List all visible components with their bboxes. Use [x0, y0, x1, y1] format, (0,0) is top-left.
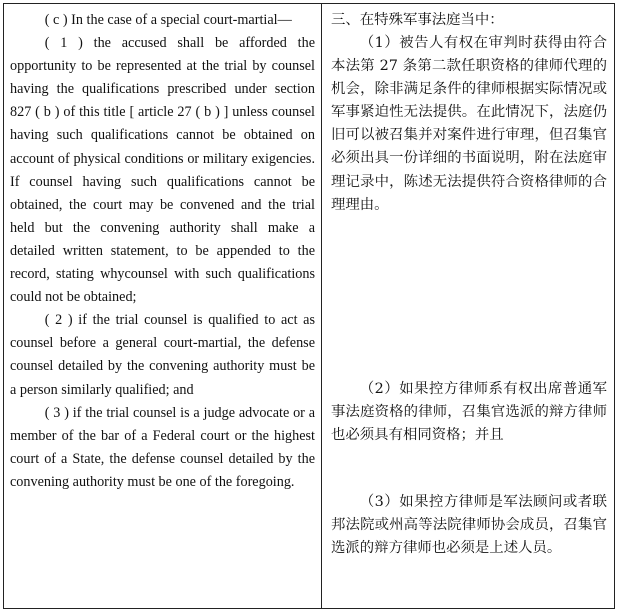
english-paragraph-1: ( 1 ) the accused shall be afforded the opportunity to be represented at the trial by counsel having the qualifications prescribed under section 827 ( b ) of this title [ article 27 ( b ) ] unless counsel having such qualifications cannot be obtained on account of physical conditions or military exigencies. If counsel having such qualifications cannot be obtained, the court may be convened and the trial held but the convening authority shall make a detailed written statement, to be appended to the record, stating whycounsel with such qualifications could not be obtained; [10, 35, 315, 306]
bilingual-table [3, 3, 615, 609]
chinese-column [322, 4, 614, 608]
english-paragraph-2: ( 2 ) if the trial counsel is qualified to act as counsel before a general court-martial, the defense counsel detailed by the convening authority must be a person similarly qualified; and [10, 312, 315, 398]
chinese-paragraph-2: （2）如果控方律师系有权出席普通军事法庭资格的律师，召集官选派的辩方律师也必须具有相同资格；并且 [331, 381, 607, 444]
chinese-paragraph-3: （3）如果控方律师是军法顾问或者联邦法院或州高等法院律师协会成员，召集官选派的辩方律师也必须是上述人员。 [331, 494, 607, 557]
english-heading: ( c ) In the case of a special court-martial— [44, 12, 292, 28]
chinese-heading: 三、在特殊军事法庭当中： [331, 12, 504, 28]
english-column [4, 4, 322, 608]
english-paragraph-3: ( 3 ) if the trial counsel is a judge advocate or a member of the bar of a Federal court or the highest court of a State, the defense counsel detailed by the convening authority must be one of the foregoing. [10, 404, 315, 490]
chinese-paragraph-1: （1）被告人有权在审判时获得由符合本法第 27 条第二款任职资格的律师代理的机会，除非满足条件的律师根据实际情况或军事紧迫性无法提供。在此情况下，法庭仍旧可以被召集并对案件进行审理，但召集官必须出具一份详细的书面说明，附在法庭审理记录中，陈述无法提供符合资格律师的合理理由。 [331, 35, 607, 213]
